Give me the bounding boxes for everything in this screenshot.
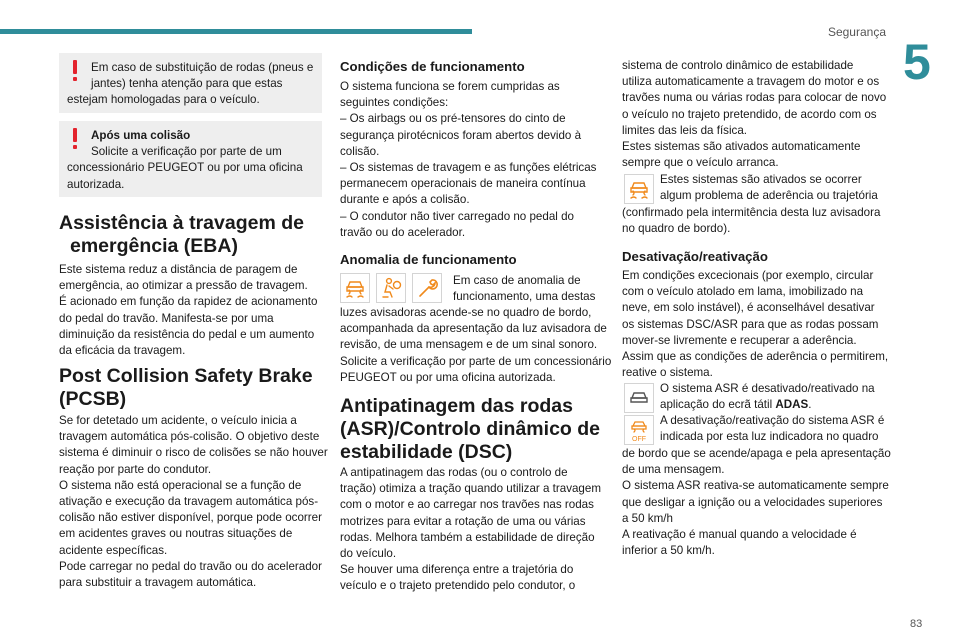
airbag-icon [376, 273, 406, 303]
skid-car-icon [624, 174, 654, 204]
text-line: seguintes condições: [340, 96, 449, 110]
text-line: O sistema ASR é desativado/reativado na [660, 382, 875, 395]
section-title: Segurança [827, 25, 886, 39]
text-line: com o motor e ao carregar nos travões nas rodas [340, 498, 594, 512]
text-line: reative o sistema. [622, 366, 713, 380]
paragraph-deactivation [622, 268, 892, 381]
text-line: do veículo. [340, 547, 397, 561]
warning-exclamation-icon [71, 60, 79, 82]
malfunction-icon-text [453, 273, 613, 305]
text-line: Assim que as condições de aderência o permitirem, [622, 350, 889, 364]
asr-icon-text [660, 381, 890, 413]
text-line: O sistema funciona se forem cumpridas as [340, 80, 560, 93]
text-fragment: . [808, 398, 812, 412]
heading-line: Antipatinagem das rodas [340, 395, 573, 417]
text-line: de uma mensagem. [622, 463, 725, 477]
text-line: acompanhada da apresentação da luz avisadora de [340, 322, 607, 336]
text-line: – O condutor não tiver carregado no pedal do [340, 209, 574, 223]
text-line: A reativação é manual quando a velocidade é [622, 528, 857, 542]
text-line: acidente específicas. [59, 543, 168, 557]
text-line: neve, em solo instável), é aconselhável desativar [622, 301, 875, 315]
text-line: Pode carregar no pedal do travão ou do acelerador [59, 559, 322, 573]
paragraph-asr [340, 465, 615, 595]
text-line: permanecem operacionais de maneira contínua [340, 177, 586, 191]
text-line: tração) otimiza a tração quando utilizar a travagem [340, 482, 601, 496]
paragraph-eba [59, 262, 334, 359]
text-line: reação por parte do condutor. [59, 462, 212, 476]
adas-label: ADAS [775, 398, 809, 412]
text-line: no quadro de bordo). [622, 222, 731, 236]
skid-off-icon [624, 415, 654, 445]
text-line: Estes sistemas são ativados se ocorrer [660, 173, 862, 186]
paragraph-dsc [622, 58, 892, 171]
text-fragment: aplicação do ecrã tátil [660, 398, 776, 412]
text-line: para substituir a travagem automática. [59, 576, 257, 590]
text-line: a 50 km/h [622, 511, 673, 525]
warning-text: autorizada. [67, 177, 125, 191]
text-line: Estes sistemas são ativados automaticamente [622, 140, 861, 154]
text-line: inferior a 50 km/h. [622, 544, 715, 558]
text-line: indicada por esta luz indicadora no quadro [660, 430, 879, 444]
skid-icon-text [660, 172, 890, 204]
text-line: do pedal do travão. Manifesta-se por uma [59, 311, 274, 325]
text-line: A desativação/reativação do sistema ASR é [660, 414, 885, 427]
text-line: que desligar a ignição ou a velocidades superiores [622, 495, 883, 509]
text-line: Em caso de anomalia de [453, 274, 581, 287]
text-line: o veículo no trajeto pretendido, de acordo com os [622, 107, 877, 121]
off-icon-text [660, 413, 890, 445]
warning-text: estejam homologadas para o veículo. [67, 93, 260, 107]
paragraph-malfunction [340, 305, 615, 386]
header-accent-bar [0, 29, 472, 34]
heading-line: estabilidade (DSC) [340, 441, 513, 463]
text-line: de bordo que se acende/apaga e pela apresentação [622, 447, 891, 460]
heading-asr-dsc [340, 395, 615, 464]
warning-box-wheels [59, 53, 322, 113]
heading-line: (ASR)/Controlo dinâmico de [340, 418, 600, 440]
heading-line: Assistência à travagem de [59, 212, 304, 234]
warning-text: Em caso de substituição de rodas (pneus e [91, 61, 314, 74]
text-line: mover-se livremente e recuperar a aderência. [622, 333, 857, 347]
text-line: luzes avisadoras acende-se no quadro de bordo, [340, 306, 592, 319]
heading-conditions: Condições de funcionamento [340, 59, 525, 74]
text-line: durante e após a colisão. [340, 193, 470, 207]
page-number: 83 [910, 618, 923, 630]
paragraph-skid [622, 205, 892, 237]
text-line: O sistema ASR reativa-se automaticamente sempre [622, 479, 889, 493]
text-line: PEUGEOT ou por uma oficina autorizada. [340, 370, 556, 384]
wrench-icon [412, 273, 442, 303]
text-line: funcionamento, uma destas [453, 290, 596, 304]
text-line: colisão não estiver disponível, porque pode ocorrer [59, 511, 322, 525]
text-line: revisão, de uma mensagem e de um sinal sonoro. [340, 338, 598, 352]
warning-title: Após uma colisão [91, 129, 191, 142]
text-line: – Os sistemas de travagem e as funções elétricas [340, 161, 597, 175]
text-line: rodas. Melhora também a estabilidade de direção [340, 530, 595, 544]
text-line: Solicite a verificação por parte de um concessionário [340, 354, 612, 368]
chapter-number: 5 [903, 34, 931, 90]
text-line: sempre que o veículo arranca. [622, 156, 779, 170]
heading-malfunction: Anomalia de funcionamento [340, 252, 517, 267]
text-line: É acionado em função da rapidez de acionamento [59, 295, 318, 309]
car-icon [624, 383, 654, 413]
warning-exclamation-icon [71, 128, 79, 150]
text-line: diminuição da resistência do pedal e um aumento [59, 327, 315, 341]
text-line: utiliza automaticamente a travagem do motor e os [622, 75, 880, 89]
text-line: segurança pirotécnicos foram abertos devido à [340, 128, 582, 142]
skid-car-icon [340, 273, 370, 303]
text-line: em acidentes graves ou noutras situações de [59, 527, 293, 541]
text-line: Se houver uma diferença entre a trajetória do [340, 563, 574, 577]
text-line: colisão. [340, 144, 380, 158]
warning-text: jantes) tenha atenção para que estas [91, 77, 283, 91]
text-line [660, 397, 890, 413]
text-line: ativação e execução da travagem automática pós- [59, 495, 319, 509]
text-line: os sistemas DSC/ASR para que as rodas possam [622, 317, 879, 331]
text-line: – Os airbags ou os pré-tensores do cinto de [340, 112, 566, 126]
text-line: Este sistema reduz a distância de paragem de [59, 263, 298, 276]
heading-line: emergência (EBA) [70, 235, 238, 257]
warning-text: Solicite a verificação por parte de um [91, 145, 282, 159]
text-line: O sistema não está operacional se a função de [59, 478, 302, 492]
heading-pcsb [59, 365, 329, 411]
paragraph-conditions [340, 79, 610, 241]
text-line: da eficácia da travagem. [59, 344, 186, 358]
paragraph-off [622, 446, 897, 559]
warning-box-collision [59, 121, 322, 197]
heading-line: Post Collision Safety Brake [59, 365, 313, 387]
text-line: Se for detetado um acidente, o veículo inicia a [59, 414, 297, 427]
text-line: Em condições excecionais (por exemplo, circular [622, 269, 874, 282]
text-line: sistema é diminuir o risco de colisões se não houver [59, 446, 328, 460]
text-line: travões numa ou várias rodas para colocar de novo [622, 91, 887, 105]
heading-eba [59, 212, 329, 258]
text-line: limites das leis da física. [622, 123, 748, 137]
warning-text: concessionário PEUGEOT ou por uma oficina [67, 161, 303, 175]
text-line: travão ou do acelerador. [340, 225, 466, 239]
text-line: travagem automática pós-colisão. O objetivo deste [59, 430, 320, 444]
text-line: veículo e o trajeto pretendido pelo condutor, o [340, 579, 576, 593]
text-line: algum problema de aderência ou trajetória [660, 189, 878, 203]
off-label: OFF [632, 436, 646, 443]
malfunction-icons [340, 273, 450, 305]
text-line: sistema de controlo dinâmico de estabilidade [622, 59, 854, 72]
text-line: A antipatinagem das rodas (ou o controlo de [340, 466, 568, 479]
paragraph-pcsb [59, 413, 339, 591]
text-line: com o veículo atolado em lama, imobilizado na [622, 285, 864, 299]
text-line: emergência, ao otimizar a pressão de travagem. [59, 279, 308, 293]
heading-deactivation: Desativação/reativação [622, 249, 768, 264]
text-line: (confirmado pela intermitência desta luz avisadora [622, 206, 881, 219]
heading-line: (PCSB) [59, 388, 127, 410]
text-line: motrizes para evitar a rotação de uma ou várias [340, 514, 586, 528]
